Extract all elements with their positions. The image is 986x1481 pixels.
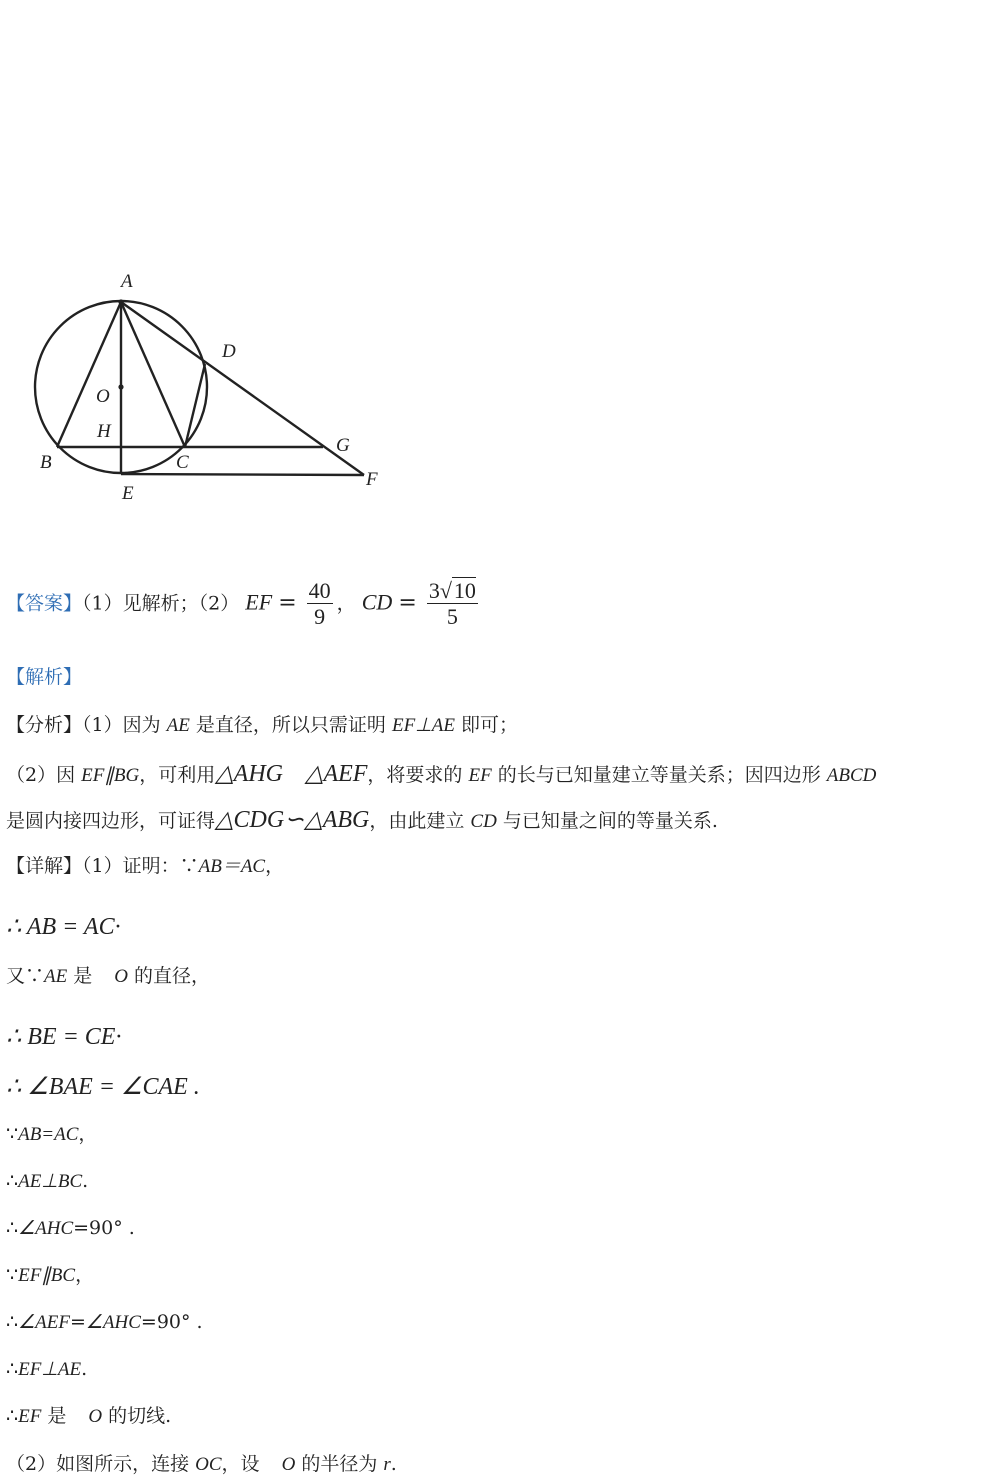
ef-numerator: 40 [308,578,331,603]
cd-coefficient: 3 [428,578,440,603]
math-oc: OC [195,1454,222,1475]
math-angle-ahc: ∠AHC [85,1312,141,1333]
math-r: r [383,1454,391,1475]
cd-symbol: CD [361,589,393,615]
text-span: ， [265,855,285,877]
label-g: G [336,435,350,456]
math-ab-eq-ac: AB=AC [18,1124,79,1145]
text-span: ，将要求的 [367,764,469,786]
math-ae-perp-bc: AE⊥BC [18,1171,83,1192]
segment-ab [57,302,121,447]
label-a: A [121,271,133,292]
segment-ef [121,474,364,475]
math-cd: CD [470,811,497,832]
text-span: 的长与已知量建立等量关系；因四边形 [491,764,827,786]
math-o: O [281,1454,296,1475]
text-span: ∴ [6,1170,19,1192]
text-span: . [82,1170,89,1192]
part2-line [6,762,876,786]
fenxi-line [6,716,518,735]
label-f: F [366,469,378,490]
part2b-line [6,808,718,832]
label-o: O [96,386,110,407]
text-span: ，由此建立 [369,810,471,832]
text-span: ∴ [6,1405,19,1427]
ef-denominator: 9 [314,604,326,630]
text-span: ， [78,1123,98,1145]
text-span: . [81,1358,88,1380]
label-b: B [40,452,52,473]
step-1: ∴ AB = AC· [6,914,121,940]
math-abcd: ABCD [826,765,877,786]
math-ae: AE [44,966,68,987]
step-4: ∴ ∠BAE = ∠CAE . [6,1074,200,1100]
ef-fraction [307,578,333,631]
detail-line [6,857,284,876]
step-6 [6,1172,88,1191]
text-span: = [69,1311,86,1333]
analysis-title: 【解析】 [6,666,83,688]
step-12 [6,1455,397,1474]
answer-separator: ， [336,592,356,615]
text-span: 是 [41,1405,67,1427]
step-8 [6,1266,94,1285]
text-span: （1）证明：∵ [82,855,199,877]
step-2 [6,967,210,986]
math-o: O [114,966,129,987]
text-span: ∵ [6,1264,19,1286]
text-span: 的切线. [102,1405,172,1427]
step-9 [6,1313,203,1332]
text-span: 的半径为 [295,1453,384,1475]
text-span: 的直径， [128,965,211,987]
math-ef: EF [468,765,492,786]
detail-tag: 【详解】 [6,855,83,877]
cd-equals: = [398,590,417,616]
math-ab-eq-ac: AB＝AC [198,856,266,877]
text-span: 是 [67,965,93,987]
text-span: ∴ [6,1217,19,1239]
step-11 [6,1407,171,1426]
fenxi-tag: 【分析】 [6,714,83,736]
step-3: ∴ BE = CE· [6,1024,122,1050]
answer-tag: 【答案】 [6,592,83,615]
math-angle-aef: ∠AEF [18,1312,70,1333]
answer-part1: （1）见解析；（2） [82,592,240,615]
math-similar-triangles: △CDG∽△ABG [215,807,370,833]
answer-line [6,578,482,631]
math-o: O [88,1406,103,1427]
cd-radicand: 10 [453,578,476,603]
segment-af [121,302,364,475]
math-angle-ahc: ∠AHC [18,1218,74,1239]
text-span: （1）因为 [82,714,167,736]
point-o [118,384,123,389]
math-ef-parallel-bg: EF∥BG [81,765,140,786]
math-ef-perp-ae: EF⊥AE [18,1359,82,1380]
step-10 [6,1360,87,1379]
point-a [118,299,123,304]
math-ae: AE [166,715,190,736]
label-c: C [176,452,189,473]
cd-fraction: $\frac{3√10}{5}$ [428,578,476,630]
label-e: E [122,483,134,504]
label-d: D [222,341,236,362]
ef-equals: = [278,590,297,616]
text-span: . [390,1453,397,1475]
text-span: ，可利用 [139,764,216,786]
geometry-figure [0,0,986,520]
text-span: 与已知量之间的等量关系. [496,810,718,832]
math-triangle-aef: △AEF [304,761,368,787]
text-span: 是圆内接四边形，可证得 [6,810,216,832]
text-span: =90° . [73,1217,135,1239]
step-5 [6,1125,97,1144]
text-span: 是直径，所以只需证明 [189,714,392,736]
text-span: ∵ [6,1123,19,1145]
text-span: ∴ [6,1311,19,1333]
text-span: ∴ [6,1358,19,1380]
math-ef-parallel-bc: EF∥BC [18,1265,76,1286]
text-span: =90° . [140,1311,203,1333]
text-span: （2）因 [6,764,82,786]
text-span: 即可； [454,714,518,736]
text-span: 又∵ [6,965,45,987]
segment-cd [185,364,205,447]
text-span: （2）如图所示，连接 [6,1453,196,1475]
text-span: ，设 [221,1453,260,1475]
math-ef: EF [18,1406,42,1427]
text-span: ， [75,1264,95,1286]
cd-denominator: 5 [446,604,458,630]
math-ef-perp-ae: EF⊥AE [391,715,455,736]
step-7 [6,1219,135,1238]
label-h: H [97,421,111,442]
math-triangle-ahg: △AHG [215,761,283,787]
ef-symbol: EF [245,589,273,615]
